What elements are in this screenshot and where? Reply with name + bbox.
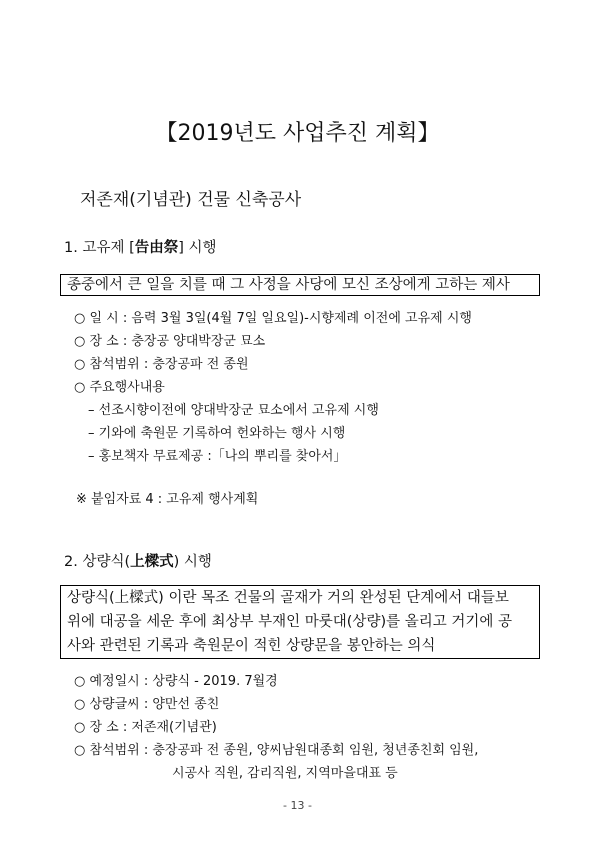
section2-heading xyxy=(64,550,212,571)
section1-heading-hanja: 告由祭 xyxy=(134,240,179,256)
section2-heading-hanja: 上樑式 xyxy=(130,554,174,570)
section2-heading-post: ) 시행 xyxy=(173,554,212,570)
page-title: 【2019년도 사업추진 계획】 xyxy=(155,121,440,146)
section2-item-date: ○ 예정일시 : 상량식 - 2019. 7월경 xyxy=(74,674,278,689)
section2-item-attendees-cont: 시공사 직원, 감리직원, 지역마을대표 등 xyxy=(172,766,398,781)
page-number: - 13 - xyxy=(283,799,312,812)
section1-attachment-note: ※ 붙임자료 4 : 고유제 행사계획 xyxy=(76,492,259,507)
section2-heading-pre: 2. 상량식( xyxy=(64,554,131,570)
section2-definition-box xyxy=(60,585,540,659)
section1-heading-pre: 1. 고유제 [ xyxy=(64,240,135,256)
section1-item-date: ○ 일 시 : 음력 3월 3일(4월 7일 일요일)-시향제례 이전에 고유제 시행 xyxy=(74,311,472,326)
section2-item-attendees: ○ 참석범위 : 충장공파 전 종원, 양씨남원대종회 임원, 청년종친회 임원, xyxy=(74,743,479,758)
section2-definition-line: 상량식(上樑式) 이란 목조 건물의 골재가 거의 완성된 단계에서 대들보 xyxy=(67,590,509,606)
section1-heading xyxy=(64,236,217,257)
section1-subitem: – 선조시향이전에 양대박장군 묘소에서 고유제 시행 xyxy=(88,403,379,418)
section1-item-place: ○ 장 소 : 충장공 양대박장군 묘소 xyxy=(74,334,266,349)
section1-subitem: – 기와에 축원문 기록하여 헌와하는 행사 시행 xyxy=(88,426,346,441)
section2-item-place: ○ 장 소 : 저존재(기념관) xyxy=(74,720,217,735)
section2-definition-line: 사와 관련된 기록과 축원문이 적힌 상량문을 봉안하는 의식 xyxy=(67,638,436,654)
section1-item-attendees: ○ 참석범위 : 충장공파 전 종원 xyxy=(74,357,249,372)
page-subtitle: 저존재(기념관) 건물 신축공사 xyxy=(80,190,302,210)
section1-definition-box: 종중에서 큰 일을 치를 때 그 사정을 사당에 모신 조상에게 고하는 제사 xyxy=(60,274,540,296)
section1-heading-post: ] 시행 xyxy=(178,240,217,256)
section1-subitem: – 홍보책자 무료제공 :「나의 뿌리를 찾아서」 xyxy=(88,449,347,464)
section2-definition-line: 위에 대공을 세운 후에 최상부 부재인 마룻대(상량)를 올리고 거기에 공 xyxy=(67,614,512,630)
section2-item-calligraphy: ○ 상량글씨 : 양만선 종친 xyxy=(74,697,220,712)
section1-item-events: ○ 주요행사내용 xyxy=(74,380,165,395)
